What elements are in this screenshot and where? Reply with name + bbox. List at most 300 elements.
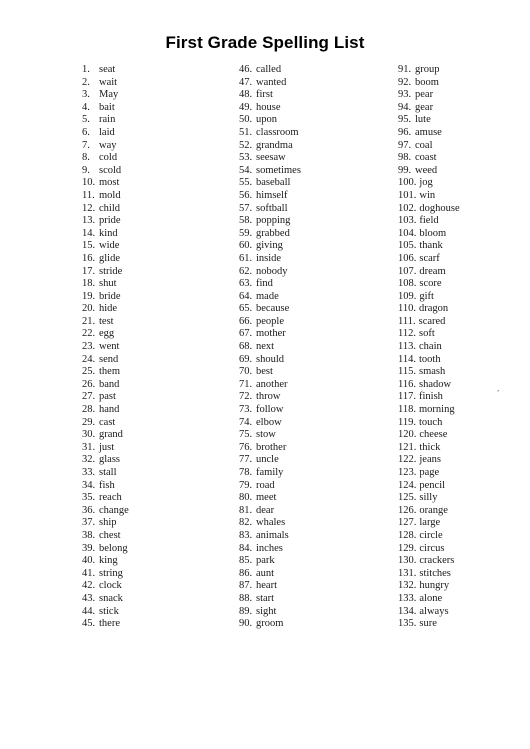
item-number: 60. [239, 240, 253, 252]
item-number: 110. [398, 303, 416, 315]
list-item [398, 530, 460, 543]
item-number: 88. [239, 592, 253, 604]
item-number: 12. [82, 202, 96, 214]
item-number: 20. [82, 303, 96, 315]
list-item [239, 379, 301, 392]
item-number: 18. [82, 278, 96, 290]
item-number: 14. [82, 227, 96, 239]
item-number: 111. [398, 315, 416, 327]
item-number: 46. [239, 64, 253, 75]
list-item [82, 555, 129, 568]
item-number: 108. [398, 278, 417, 290]
list-item [82, 152, 129, 165]
item-number: 23. [82, 341, 96, 353]
item-number: 83. [239, 529, 253, 541]
list-item [82, 140, 129, 153]
item-number: 33. [82, 467, 96, 478]
list-item [239, 228, 301, 241]
spelling-word: family [256, 467, 284, 478]
item-number: 31. [82, 441, 96, 453]
spelling-word: reach [99, 492, 122, 504]
item-number: 76. [239, 441, 253, 453]
spelling-word: coal [415, 139, 433, 151]
item-number: 118. [398, 404, 416, 416]
spelling-word: rain [99, 114, 116, 126]
spelling-word: group [415, 64, 440, 75]
spelling-word: bride [99, 290, 121, 302]
spelling-word: sight [256, 605, 277, 617]
list-item [82, 404, 129, 417]
list-item [239, 480, 301, 493]
spelling-word: smash [419, 366, 446, 378]
spelling-word: because [256, 303, 290, 315]
list-item [398, 543, 460, 556]
item-number: 4. [82, 101, 90, 113]
spelling-word: send [99, 353, 119, 365]
list-item [398, 102, 460, 115]
list-item [82, 530, 129, 543]
spelling-word: tooth [419, 353, 441, 365]
list-item [82, 354, 129, 367]
spelling-word: band [99, 378, 120, 390]
spelling-word: inside [256, 252, 282, 264]
spelling-word: May [99, 89, 119, 101]
item-number: 53. [239, 152, 253, 164]
spelling-word: circus [419, 542, 445, 554]
item-number: 84. [239, 542, 253, 554]
item-number: 48. [239, 89, 253, 101]
spelling-word: throw [256, 391, 281, 403]
item-number: 133. [398, 592, 417, 604]
spelling-word: silly [419, 492, 438, 504]
list-item [82, 102, 129, 115]
item-number: 127. [398, 517, 417, 529]
item-number: 50. [239, 114, 253, 126]
item-number: 116. [398, 378, 416, 390]
spelling-word: score [419, 278, 442, 290]
spelling-word: hand [99, 404, 120, 416]
item-number: 132. [398, 580, 417, 592]
item-number: 92. [398, 76, 412, 88]
list-item [82, 228, 129, 241]
item-number: 103. [398, 215, 417, 227]
list-item [239, 203, 301, 216]
spelling-word: clock [99, 580, 122, 592]
spelling-word: sometimes [256, 164, 301, 176]
item-number: 117. [398, 391, 416, 403]
item-number: 39. [82, 542, 96, 554]
list-item [82, 253, 129, 266]
list-item [398, 177, 460, 190]
item-number: 130. [398, 555, 417, 567]
spelling-word: always [419, 605, 449, 617]
list-item [398, 379, 460, 392]
list-item [398, 278, 460, 291]
spelling-word: egg [99, 328, 115, 340]
spelling-word: crackers [419, 555, 455, 567]
list-item [398, 228, 460, 241]
spelling-word: made [256, 290, 279, 302]
spelling-word: softball [256, 202, 288, 214]
item-number: 2. [82, 76, 90, 88]
item-number: 65. [239, 303, 253, 315]
spelling-word: lute [415, 114, 431, 126]
spelling-word: large [419, 517, 441, 529]
list-item [398, 77, 460, 90]
list-item [82, 417, 129, 430]
spelling-word: whales [256, 517, 286, 529]
item-number: 100. [398, 177, 417, 189]
spelling-word: grandma [256, 139, 293, 151]
spelling-word: mold [99, 189, 121, 201]
item-number: 9. [82, 164, 90, 176]
item-number: 21. [82, 315, 96, 327]
list-item [398, 140, 460, 153]
item-number: 89. [239, 605, 253, 617]
item-number: 6. [82, 126, 90, 138]
list-item [239, 366, 301, 379]
list-item [82, 593, 129, 606]
list-item [239, 278, 301, 291]
item-number: 123. [398, 467, 417, 478]
list-item [82, 303, 129, 316]
item-number: 26. [82, 378, 96, 390]
list-item [82, 328, 129, 341]
item-number: 113. [398, 341, 416, 353]
spelling-word: amuse [415, 126, 442, 138]
spelling-word: gear [415, 101, 434, 113]
list-item [82, 568, 129, 581]
spelling-word: brother [256, 441, 287, 453]
spelling-word: uncle [256, 454, 279, 466]
item-number: 30. [82, 429, 96, 441]
spelling-word: way [99, 139, 117, 151]
list-item [82, 203, 129, 216]
item-number: 51. [239, 126, 253, 138]
spelling-word: orange [419, 504, 448, 516]
spelling-word: pride [99, 215, 121, 227]
item-number: 10. [82, 177, 96, 189]
list-item [239, 152, 301, 165]
spelling-word: bait [99, 101, 115, 113]
item-number: 87. [239, 580, 253, 592]
list-item [239, 391, 301, 404]
list-item [82, 114, 129, 127]
list-item [398, 417, 460, 430]
item-number: 93. [398, 89, 412, 101]
list-item [398, 606, 460, 619]
item-number: 126. [398, 504, 417, 516]
spelling-word: morning [419, 404, 455, 416]
list-item [398, 517, 460, 530]
list-item [398, 291, 460, 304]
item-number: 122. [398, 454, 417, 466]
page-title: First Grade Spelling List [165, 33, 365, 52]
list-item [398, 240, 460, 253]
list-item [82, 606, 129, 619]
list-item [398, 152, 460, 165]
item-number: 99. [398, 164, 412, 176]
spelling-word: weed [415, 164, 438, 176]
item-number: 64. [239, 290, 253, 302]
list-item [82, 341, 129, 354]
item-number: 38. [82, 529, 96, 541]
list-item [239, 253, 301, 266]
spelling-word: jeans [419, 454, 441, 466]
item-number: 109. [398, 290, 417, 302]
list-item [82, 165, 129, 178]
list-item [398, 580, 460, 593]
item-number: 44. [82, 605, 96, 617]
spelling-word: most [99, 177, 120, 189]
item-number: 128. [398, 529, 417, 541]
list-item [239, 618, 301, 631]
spelling-word: best [256, 366, 273, 378]
item-number: 63. [239, 278, 253, 290]
item-number: 80. [239, 492, 253, 504]
spelling-word: thank [419, 240, 443, 252]
list-item [82, 127, 129, 140]
list-item [239, 593, 301, 606]
item-number: 1. [82, 64, 90, 75]
item-number: 82. [239, 517, 253, 529]
item-number: 115. [398, 366, 416, 378]
spelling-word: mother [256, 328, 286, 340]
item-number: 78. [239, 467, 253, 478]
list-item [239, 354, 301, 367]
item-number: 129. [398, 542, 417, 554]
spelling-word: grabbed [256, 227, 290, 239]
item-number: 121. [398, 441, 417, 453]
spelling-word: park [256, 555, 275, 567]
list-item [82, 278, 129, 291]
item-number: 85. [239, 555, 253, 567]
list-item [82, 517, 129, 530]
item-number: 17. [82, 265, 96, 277]
spelling-word: classroom [256, 126, 299, 138]
spelling-word: first [256, 89, 273, 101]
list-item [398, 555, 460, 568]
list-item [239, 303, 301, 316]
item-number: 19. [82, 290, 96, 302]
item-number: 86. [239, 567, 253, 579]
list-item [82, 467, 129, 480]
list-item [82, 480, 129, 493]
spelling-word: boom [415, 76, 439, 88]
item-number: 8. [82, 152, 90, 164]
spelling-word: scared [418, 315, 446, 327]
list-item [398, 391, 460, 404]
list-item [239, 505, 301, 518]
list-item [239, 543, 301, 556]
list-item [398, 114, 460, 127]
list-item [239, 127, 301, 140]
list-item [82, 190, 129, 203]
item-number: 54. [239, 164, 253, 176]
item-number: 34. [82, 479, 96, 491]
list-item [239, 404, 301, 417]
list-item [239, 442, 301, 455]
spelling-word: just [99, 441, 115, 453]
item-number: 94. [398, 101, 412, 113]
list-item [239, 555, 301, 568]
item-number: 28. [82, 404, 96, 416]
stray-mark-icon: ’ [497, 389, 500, 397]
spelling-word: ship [99, 517, 117, 529]
list-item [239, 530, 301, 543]
list-item [82, 366, 129, 379]
list-item [398, 404, 460, 417]
spelling-word: animals [256, 529, 289, 541]
item-number: 101. [398, 189, 417, 201]
item-number: 75. [239, 429, 253, 441]
item-number: 91. [398, 64, 412, 75]
item-number: 22. [82, 328, 96, 340]
item-number: 27. [82, 391, 96, 403]
list-item [398, 354, 460, 367]
spelling-word: string [99, 567, 123, 579]
list-item [82, 442, 129, 455]
spelling-word: stall [99, 467, 117, 478]
list-item [82, 492, 129, 505]
list-item [398, 303, 460, 316]
list-item [82, 89, 129, 102]
list-item [82, 429, 129, 442]
list-item [82, 379, 129, 392]
list-item [398, 341, 460, 354]
item-number: 98. [398, 152, 412, 164]
spelling-word: heart [256, 580, 277, 592]
spelling-word: aunt [256, 567, 275, 579]
spelling-word: jog [419, 177, 433, 189]
spelling-word: glide [99, 252, 120, 264]
item-number: 71. [239, 378, 253, 390]
list-item [239, 177, 301, 190]
spelling-word: shadow [419, 378, 452, 390]
list-item [82, 291, 129, 304]
spelling-word: child [99, 202, 120, 214]
item-number: 45. [82, 618, 96, 630]
list-item [398, 328, 460, 341]
list-item [239, 454, 301, 467]
item-number: 37. [82, 517, 96, 529]
item-number: 102. [398, 202, 417, 214]
list-item [398, 203, 460, 216]
list-item [239, 467, 301, 480]
item-number: 3. [82, 89, 90, 101]
spelling-word: another [256, 378, 288, 390]
spelling-word: snack [99, 592, 123, 604]
item-number: 49. [239, 101, 253, 113]
spelling-word: seat [99, 64, 116, 75]
spelling-word: page [419, 467, 440, 478]
spelling-word: called [256, 64, 282, 75]
spelling-word: chest [99, 529, 121, 541]
spelling-word: follow [256, 404, 284, 416]
spelling-word: wanted [256, 76, 287, 88]
spelling-word: find [256, 278, 273, 290]
list-item [398, 316, 460, 329]
item-number: 77. [239, 454, 253, 466]
list-item [398, 266, 460, 279]
list-item [82, 618, 129, 631]
spelling-word: dream [419, 265, 446, 277]
item-number: 16. [82, 252, 96, 264]
list-item [82, 240, 129, 253]
item-number: 7. [82, 139, 90, 151]
spelling-word: went [99, 341, 120, 353]
list-item [398, 127, 460, 140]
spelling-word: stride [99, 265, 123, 277]
list-item [239, 580, 301, 593]
list-item [82, 316, 129, 329]
item-number: 74. [239, 416, 253, 428]
item-number: 52. [239, 139, 253, 151]
spelling-word: field [419, 215, 439, 227]
item-number: 56. [239, 189, 253, 201]
list-item [82, 77, 129, 90]
list-item [398, 568, 460, 581]
spelling-word: pear [415, 89, 434, 101]
spelling-word: alone [419, 592, 443, 604]
spelling-word: dragon [419, 303, 449, 315]
spelling-word: upon [256, 114, 277, 126]
spelling-word: stitches [419, 567, 451, 579]
spelling-word: stick [99, 605, 119, 617]
item-number: 25. [82, 366, 96, 378]
spelling-word: sure [419, 618, 437, 630]
item-number: 96. [398, 126, 412, 138]
spelling-word: people [256, 315, 284, 327]
spelling-word: nobody [256, 265, 288, 277]
item-number: 104. [398, 227, 417, 239]
spelling-word: popping [256, 215, 291, 227]
list-item [82, 543, 129, 556]
item-number: 81. [239, 504, 253, 516]
spelling-word: elbow [256, 416, 282, 428]
item-number: 13. [82, 215, 96, 227]
spelling-word: cold [99, 152, 118, 164]
spelling-word: them [99, 366, 120, 378]
list-item [239, 429, 301, 442]
spelling-word: scarf [419, 252, 440, 264]
list-item [82, 266, 129, 279]
item-number: 112. [398, 328, 416, 340]
spelling-word: inches [256, 542, 283, 554]
list-item [239, 89, 301, 102]
spelling-word: belong [99, 542, 128, 554]
list-item [82, 454, 129, 467]
spelling-column-2 [239, 64, 301, 631]
item-number: 131. [398, 567, 417, 579]
spelling-word: dear [256, 504, 275, 516]
list-item [82, 580, 129, 593]
list-item [239, 568, 301, 581]
spelling-word: kind [99, 227, 118, 239]
spelling-word: house [256, 101, 281, 113]
spelling-word: next [256, 341, 275, 353]
list-item [398, 190, 460, 203]
spelling-column-3 [398, 64, 460, 631]
item-number: 70. [239, 366, 253, 378]
item-number: 68. [239, 341, 253, 353]
item-number: 105. [398, 240, 417, 252]
item-number: 41. [82, 567, 96, 579]
item-number: 124. [398, 479, 417, 491]
list-item [239, 102, 301, 115]
spelling-word: change [99, 504, 129, 516]
spelling-word: hide [99, 303, 118, 315]
